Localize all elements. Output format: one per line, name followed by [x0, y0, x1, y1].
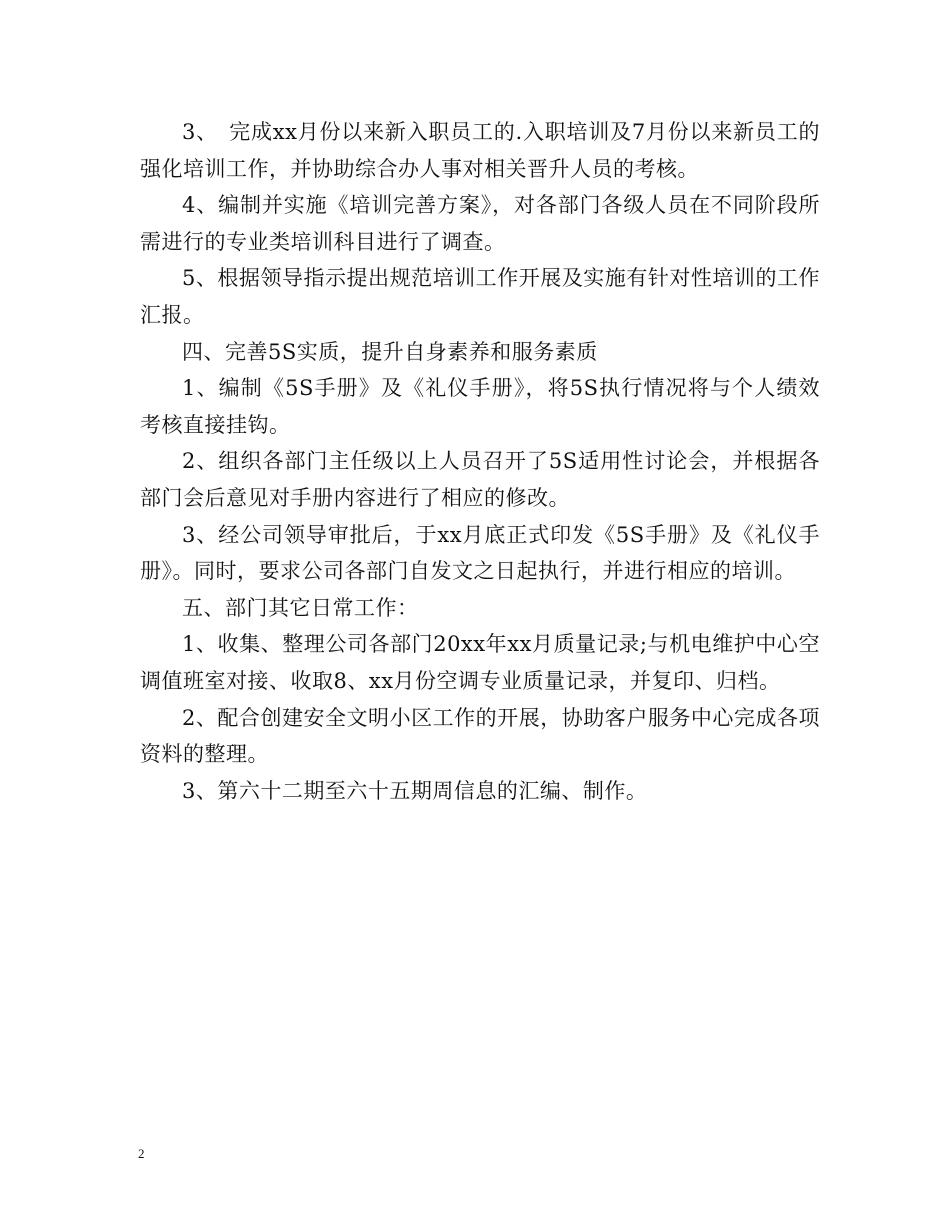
document-body — [140, 114, 820, 809]
section-heading-daily-work: 五、部门其它日常工作： — [182, 595, 419, 620]
page-number: 2 — [138, 1146, 145, 1161]
section-heading-5s: 四、完善5S实质，提升自身素养和服务素质 — [182, 339, 598, 364]
paragraph-training-plan: 4、编制并实施《培训完善方案》，对各部门各级人员在不同阶段所需进行的专业类培训科目进行了调查。 — [140, 193, 820, 254]
paragraph-5s-approval: 3、经公司领导审批后，于xx月底正式印发《5S手册》及《礼仪手册》。同时，要求公司各部门自发文之日起执行，并进行相应的培训。 — [140, 522, 820, 584]
paragraph-quality-records: 1、收集、整理公司各部门20xx年xx月质量记录;与机电维护中心空调值班室对接、收取8、xx月份空调专业质量记录，并复印、归档。 — [140, 632, 820, 693]
paragraph-training-new-staff: 3、 完成xx月份以来新入职员工的.入职培训及7月份以来新员工的强化培训工作，并协助综合办人事对相关晋升人员的考核。 — [140, 120, 820, 181]
paragraph-weekly-info: 3、第六十二期至六十五期周信息的汇编、制作。 — [182, 778, 648, 803]
paragraph-training-report: 5、根据领导指示提出规范培训工作开展及实施有针对性培训的工作汇报。 — [140, 266, 820, 327]
paragraph-5s-manual: 1、编制《5S手册》及《礼仪手册》，将5S执行情况将与个人绩效考核直接挂钩。 — [140, 376, 820, 437]
paragraph-5s-meeting: 2、组织各部门主任级以上人员召开了5S适用性讨论会，并根据各部门会后意见对手册内容进行了相应的修改。 — [140, 449, 820, 510]
paragraph-safety-community: 2、配合创建安全文明小区工作的开展，协助客户服务中心完成各项资料的整理。 — [140, 705, 820, 767]
